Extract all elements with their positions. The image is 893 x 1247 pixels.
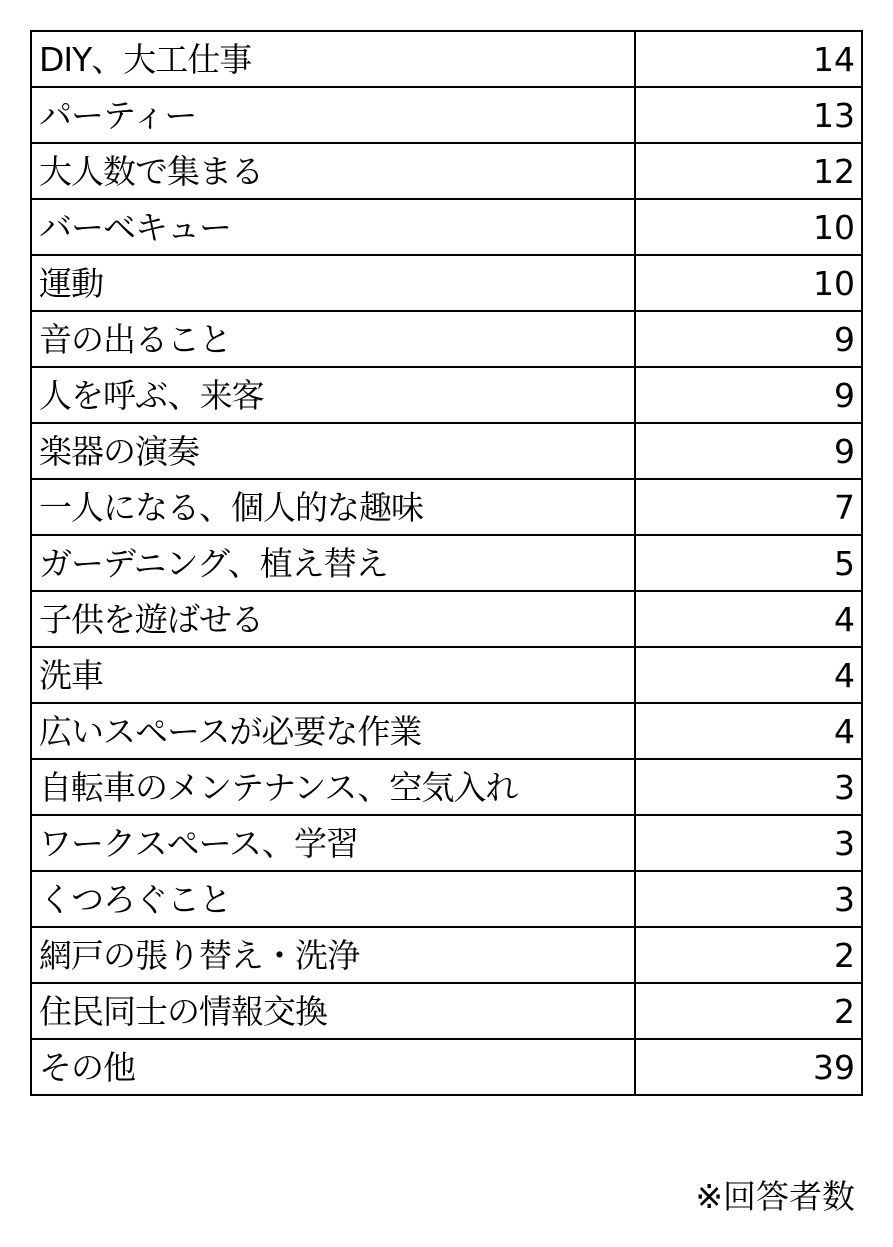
activity-label: 運動: [31, 255, 635, 311]
table-row: [31, 143, 862, 199]
activity-label: 住民同士の情報交換: [31, 983, 635, 1039]
table-row: [31, 983, 862, 1039]
table-row: [31, 479, 862, 535]
activity-label: 楽器の演奏: [31, 423, 635, 479]
table-row: [31, 759, 862, 815]
activity-label: 子供を遊ばせる: [31, 591, 635, 647]
respondent-count: 3: [635, 759, 862, 815]
respondent-count: 10: [635, 199, 862, 255]
table-row: [31, 815, 862, 871]
respondent-count: 9: [635, 423, 862, 479]
table-row: [31, 87, 862, 143]
respondent-count: 5: [635, 535, 862, 591]
footnote-respondent-count: ※回答者数: [695, 1177, 855, 1216]
respondent-count: 2: [635, 983, 862, 1039]
respondent-count: 10: [635, 255, 862, 311]
table-row: [31, 31, 862, 87]
activity-label: 人を呼ぶ、来客: [31, 367, 635, 423]
activity-label: 音の出ること: [31, 311, 635, 367]
table-row: [31, 311, 862, 367]
activity-table: [30, 30, 863, 1096]
respondent-count: 14: [635, 31, 862, 87]
activity-label: くつろぐこと: [31, 871, 635, 927]
activity-label: 広いスペースが必要な作業: [31, 703, 635, 759]
activity-label: DIY、大工仕事: [31, 31, 635, 87]
respondent-count: 3: [635, 815, 862, 871]
table-row: [31, 255, 862, 311]
activity-table-container: [30, 30, 861, 1096]
table-row: [31, 535, 862, 591]
activity-label: バーベキュー: [31, 199, 635, 255]
table-row: [31, 927, 862, 983]
activity-label: 網戸の張り替え・洗浄: [31, 927, 635, 983]
respondent-count: 4: [635, 591, 862, 647]
activity-label: ガーデニング、植え替え: [31, 535, 635, 591]
activity-label: ワークスペース、学習: [31, 815, 635, 871]
activity-label: 洗車: [31, 647, 635, 703]
table-row: [31, 367, 862, 423]
respondent-count: 4: [635, 647, 862, 703]
table-row: [31, 703, 862, 759]
respondent-count: 2: [635, 927, 862, 983]
activity-label: 大人数で集まる: [31, 143, 635, 199]
table-row: [31, 591, 862, 647]
table-row: [31, 199, 862, 255]
activity-label: 自転車のメンテナンス、空気入れ: [31, 759, 635, 815]
table-row: [31, 647, 862, 703]
activity-label: パーティー: [31, 87, 635, 143]
respondent-count: 7: [635, 479, 862, 535]
activity-table-body: [31, 31, 862, 1095]
respondent-count: 3: [635, 871, 862, 927]
respondent-count: 9: [635, 311, 862, 367]
table-row: [31, 423, 862, 479]
activity-label: その他: [31, 1039, 635, 1095]
respondent-count: 9: [635, 367, 862, 423]
respondent-count: 12: [635, 143, 862, 199]
table-row: [31, 871, 862, 927]
respondent-count: 4: [635, 703, 862, 759]
respondent-count: 39: [635, 1039, 862, 1095]
activity-label: 一人になる、個人的な趣味: [31, 479, 635, 535]
respondent-count: 13: [635, 87, 862, 143]
table-row: [31, 1039, 862, 1095]
